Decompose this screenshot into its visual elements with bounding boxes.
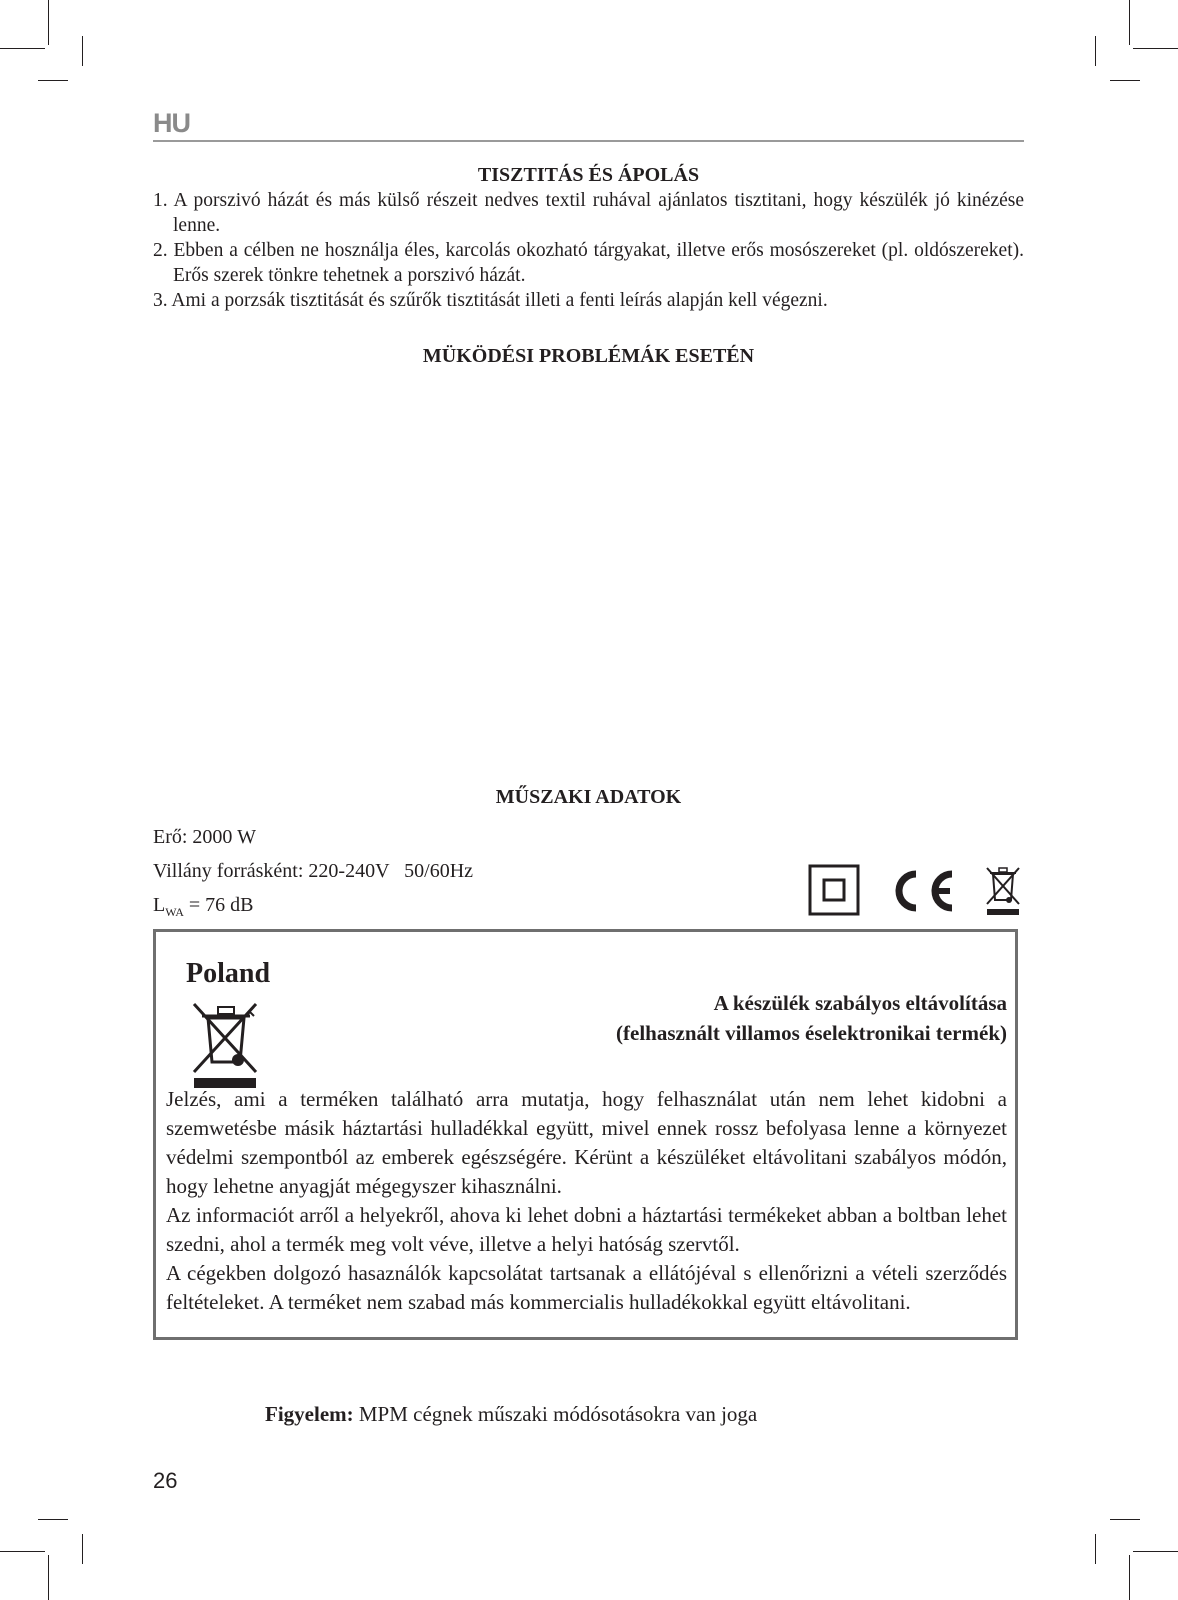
note-label: Figyelem: <box>265 1402 354 1426</box>
crop-mark <box>0 48 45 49</box>
crop-mark <box>0 1551 45 1552</box>
disposal-paragraph: Az informaciót arről a helyekről, ahova ki lehet dobni a háztartási termékeket abban a boltban lehet szedni, ahol a termék meg volt véve, illetve a helyi hatóság szervtől. <box>166 1203 1007 1256</box>
spec-noise <box>153 894 254 920</box>
crop-mark <box>82 36 83 66</box>
cleaning-list <box>153 188 1024 313</box>
crop-mark <box>1129 1555 1130 1600</box>
spec-power: Erő: 2000 W <box>153 826 256 848</box>
crop-mark <box>38 1519 68 1520</box>
crop-mark <box>1133 1551 1178 1552</box>
disposal-title-line: (felhasznált villamos éselektronikai termék) <box>616 1021 1007 1045</box>
specs-heading: MŰSZAKI ADATOK <box>495 786 682 808</box>
disposal-title-line: A készülék szabályos eltávolítása <box>713 991 1007 1015</box>
certification-marks <box>808 864 1022 916</box>
weee-bin-icon <box>188 998 262 1088</box>
disposal-text <box>166 1085 1007 1317</box>
double-insulation-icon <box>808 864 860 916</box>
disposal-paragraph: A cégekben dolgozó hasaználók kapcsolátat tartsanak a ellátójéval s ellenőrizni a vételi szerződés feltételeket. A terméket nem szabad más kommercialis hulladékokkal együtt eltávolitani. <box>166 1261 1007 1314</box>
country-label: Poland <box>186 958 271 989</box>
crop-mark <box>48 1555 49 1600</box>
crop-mark <box>1129 0 1130 45</box>
language-label: HU <box>153 108 190 138</box>
cleaning-heading: TISZTITÁS ÉS ÁPOLÁS <box>477 164 700 186</box>
disposal-title <box>487 988 1007 1048</box>
ce-mark-icon <box>888 868 958 914</box>
crop-mark <box>1133 48 1178 49</box>
attention-note <box>265 1402 757 1427</box>
crop-mark <box>48 0 49 45</box>
troubleshooting-heading: MÜKÖDÉSI PROBLÉMÁK ESETÉN <box>422 345 755 367</box>
disposal-paragraph: Jelzés, ami a terméken található arra mutatja, hogy felhasználat után nem lehet kidobni a szemwetésbe másik háztartási hulladékkal együtt, mivel ennek rossz befolyasa lenne a környezet védelmi szempontból az emberek egészségére. Kérünt a készüléket eltávolitani szabályos módón, hogy lehetne anyagját mégegyszer kihasználni. <box>166 1087 1007 1198</box>
disposal-box <box>153 929 1018 1340</box>
crop-mark <box>82 1534 83 1564</box>
list-item: 2. Ebben a célben ne hosználja éles, karcolás okozható tárgyakat, illetve erős mosószereket (pl. oldószereket). Erős szerek tönkre tehetnek a porszivó házát. <box>153 240 1024 286</box>
list-item: 3. Ami a porzsák tisztitását és szűrők tisztitását illeti a fenti leírás alapján kell végezni. <box>153 290 828 311</box>
noise-symbol: L <box>153 894 166 916</box>
weee-bin-icon <box>984 864 1022 916</box>
note-text: MPM cégnek műszaki módósotásokra van joga <box>353 1402 758 1426</box>
page-number: 26 <box>153 1468 178 1493</box>
spec-supply: Villány forrásként: 220-240V 50/60Hz <box>153 860 474 882</box>
noise-value: = 76 dB <box>183 894 254 916</box>
crop-mark <box>1095 1534 1096 1564</box>
list-item: 1. A porszivó házát és más külső részeit nedves textil ruhával ajánlatos tisztitani, hogy készülék jó kinézése lenne. <box>153 190 1024 236</box>
crop-mark <box>1095 36 1096 66</box>
crop-mark <box>38 80 68 81</box>
crop-mark <box>1110 80 1140 81</box>
noise-subscript: WA <box>165 905 184 919</box>
crop-mark <box>1110 1519 1140 1520</box>
header-rule <box>153 140 1024 142</box>
